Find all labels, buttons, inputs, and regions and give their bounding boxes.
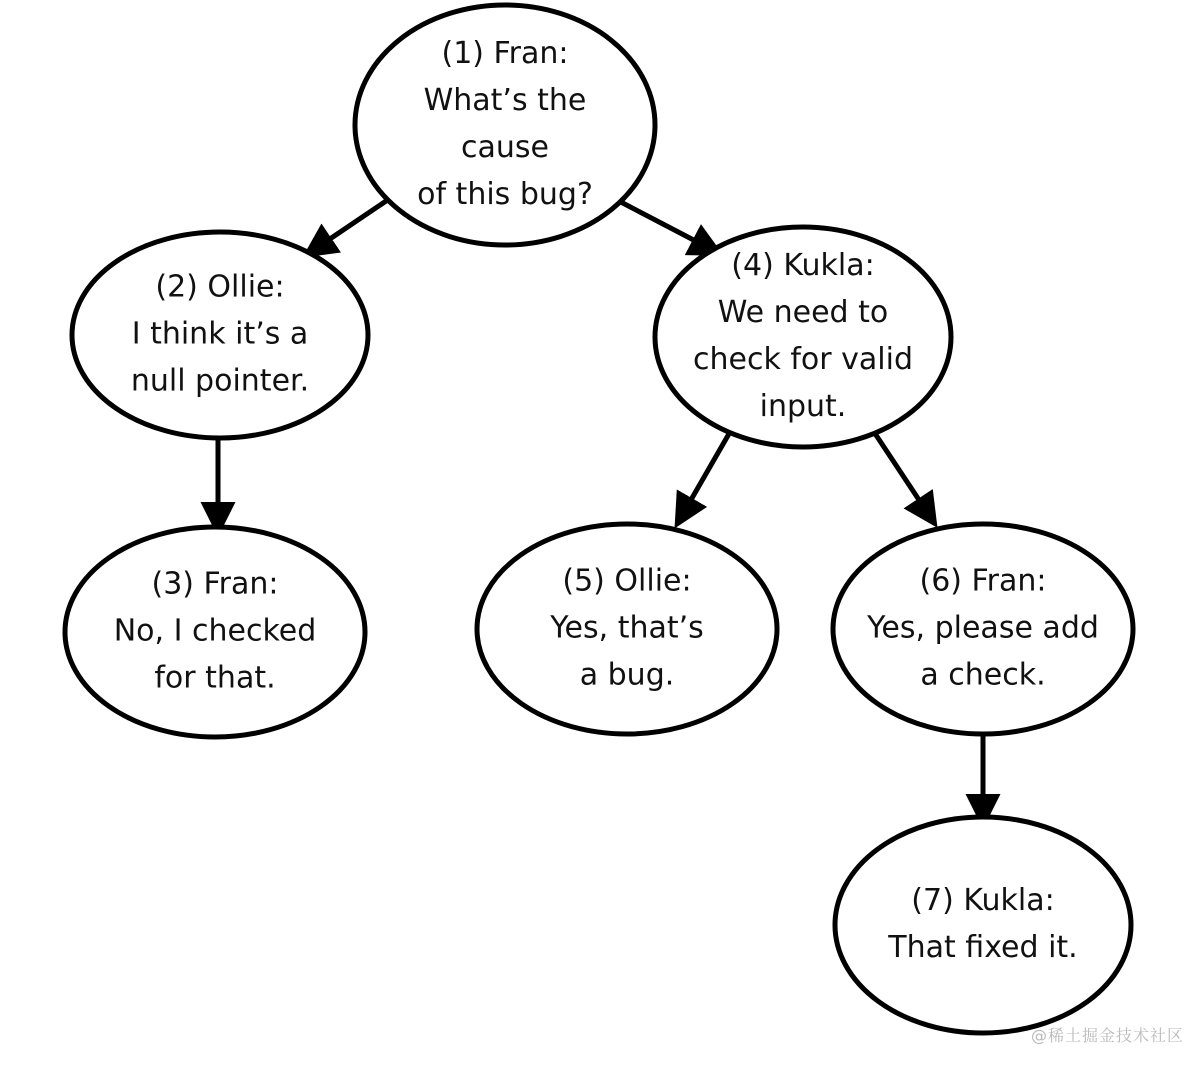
node-label-line: (4) Kukla: [731, 248, 875, 283]
node-label-line: (6) Fran: [919, 563, 1047, 599]
node-label-line: a bug. [579, 657, 675, 693]
node-label-line: cause [461, 130, 549, 165]
node-label-line: (7) Kukla: [911, 883, 1055, 918]
node-label-line: (5) Ollie: [562, 563, 692, 599]
node-label-line: No, I checked [113, 613, 317, 649]
node-label-line: input. [759, 389, 847, 424]
node-label-line: We need to [717, 295, 889, 330]
node-label-line: (1) Fran: [441, 36, 569, 71]
node-label-line: check for valid [692, 342, 914, 377]
node-label-line: for that. [154, 660, 276, 696]
node-label-line: null pointer. [130, 363, 310, 399]
node-label-line: That fixed it. [888, 930, 1078, 965]
node-label-line: What’s the [423, 83, 587, 118]
watermark-text: @稀土掘金技术社区 [1030, 1026, 1184, 1045]
diagram-node[interactable] [655, 227, 951, 447]
node-label-line: Yes, please add [867, 610, 1099, 646]
node-ellipse [835, 817, 1131, 1033]
node-label-line: of this bug? [417, 177, 593, 212]
nodes-layer [65, 5, 1133, 1033]
node-label-line: Yes, that’s [550, 610, 704, 646]
edge-arrow [617, 200, 707, 247]
node-label-line: a check. [920, 657, 1046, 693]
node-label-line: (2) Ollie: [155, 269, 285, 305]
diagram-node[interactable] [65, 527, 365, 737]
diagram-node[interactable] [72, 232, 368, 438]
diagram-node[interactable] [833, 524, 1133, 734]
edge-arrow [874, 432, 927, 512]
edge-arrow [318, 197, 392, 247]
node-label-line: I think it’s a [131, 316, 309, 352]
edge-arrow [684, 432, 730, 512]
diagram-node[interactable] [355, 5, 655, 245]
node-label-line: (3) Fran: [151, 566, 279, 602]
diagram-node[interactable] [477, 524, 777, 734]
diagram-node[interactable] [835, 817, 1131, 1033]
